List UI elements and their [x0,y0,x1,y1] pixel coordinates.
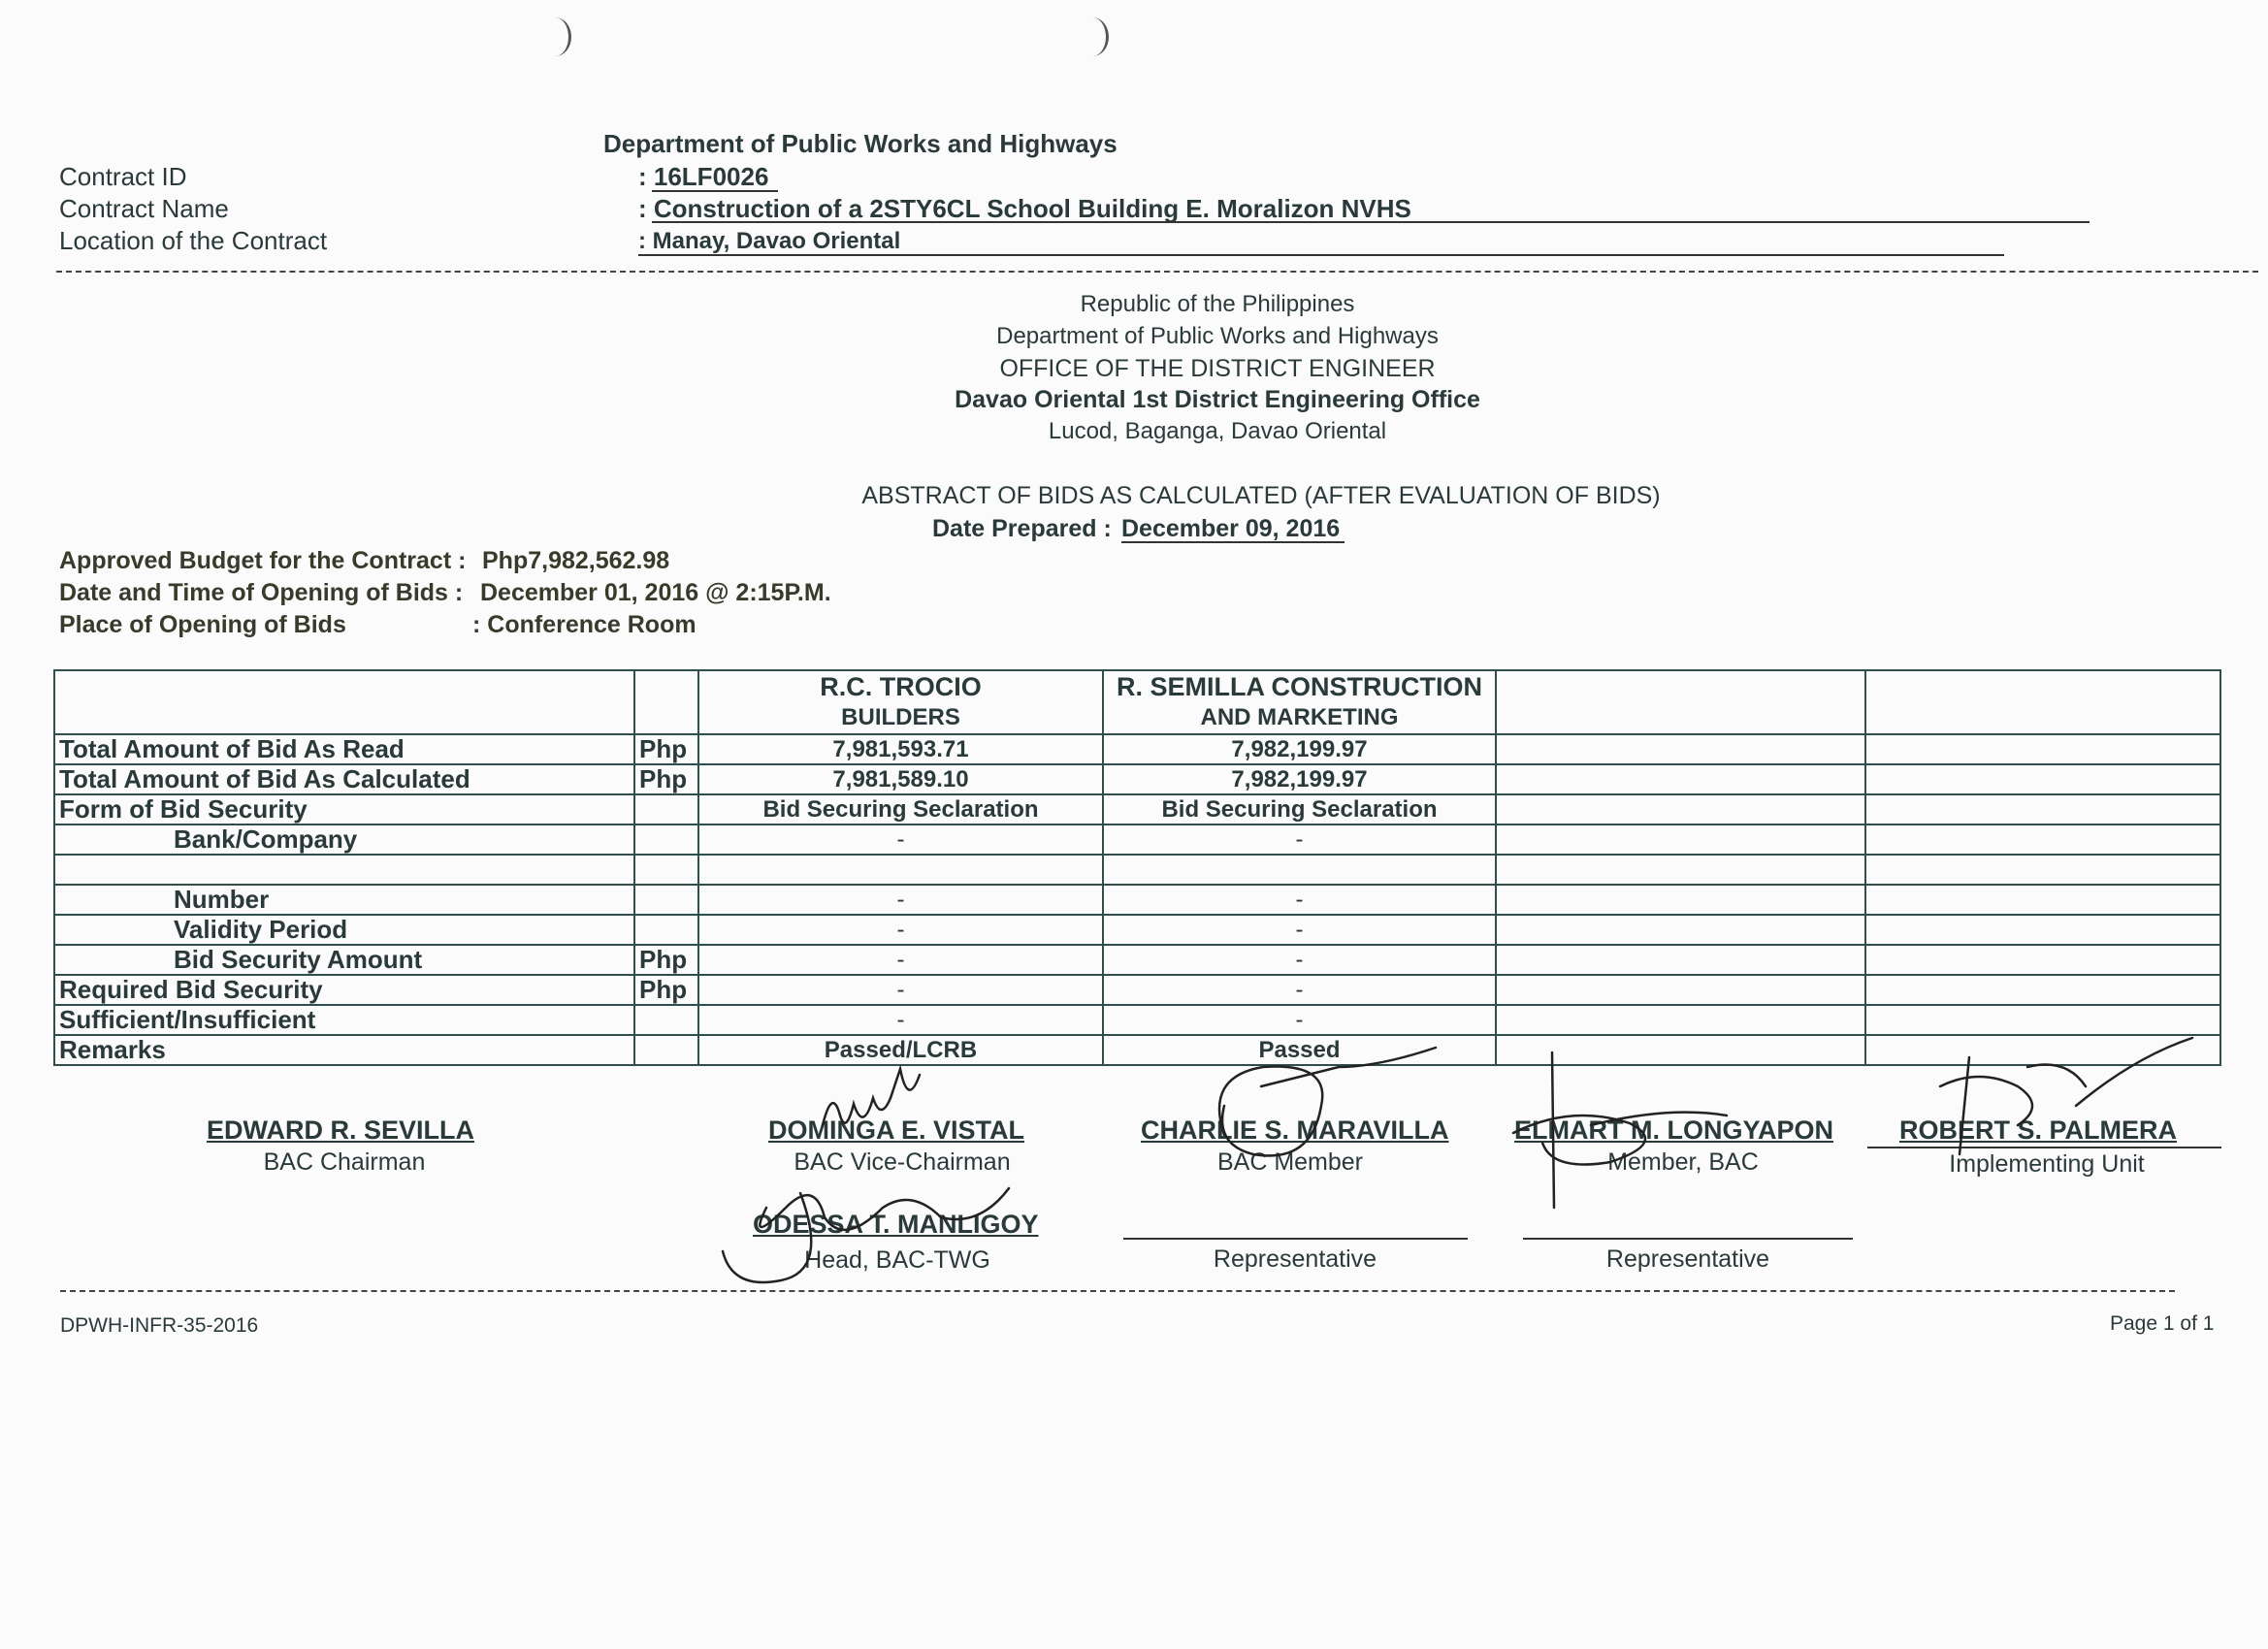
date-prepared-label: Date Prepared : [932,515,1112,542]
bidder-3-header [1496,670,1865,734]
bidder-4-header [1865,670,2220,734]
empty-cell [1496,885,1865,915]
empty-cell [1865,764,2220,794]
bidder-1-value: - [698,885,1103,915]
contract-name-value: : Construction of a 2STY6CL School Building E. Moralizon NVHS [638,194,1411,223]
signatory-name: CHARLIE S. MARAVILLA [1141,1116,1449,1145]
row-unit: Php [634,975,698,1005]
bidder-2-value: - [1103,885,1496,915]
bidder-1-value: Bid Securing Seclaration [698,794,1103,824]
contract-id-value: : 16LF0026 [638,162,769,191]
signatory-role: Head, BAC-TWG [804,1246,990,1274]
empty-cell [1496,734,1865,764]
table-row [54,975,2220,1005]
row-label: Form of Bid Security [54,794,634,824]
empty-cell [1865,915,2220,945]
table-row [54,764,2220,794]
row-unit [634,915,698,945]
bidder-2-value: - [1103,824,1496,855]
bidder-2-name-line2: AND MARKETING [1200,704,1399,730]
empty-cell [1103,855,1496,885]
row-label: Required Bid Security [54,975,634,1005]
row-label: Number [54,885,634,915]
office-district-engineer: OFFICE OF THE DISTRICT ENGINEER [999,355,1436,382]
table-row [54,824,2220,855]
bidder-2-value: 7,982,199.97 [1103,734,1496,764]
bidder-1-value: 7,981,593.71 [698,734,1103,764]
row-unit: Php [634,734,698,764]
empty-cell [1496,794,1865,824]
signatory-name: DOMINGA E. VISTAL [768,1116,1025,1145]
contract-name-label: Contract Name [59,194,229,223]
representative-line [1123,1238,1468,1240]
table-row [54,915,2220,945]
empty-cell [1865,734,2220,764]
representative-line [1523,1238,1853,1240]
opening-value: December 01, 2016 @ 2:15P.M. [480,579,831,606]
empty-cell [1865,945,2220,975]
signatory-role: BAC Member [1216,1148,1364,1176]
signatory-name: ELMART M. LONGYAPON [1514,1116,1834,1145]
date-prepared-value: December 09, 2016 [1121,515,1341,542]
signatory-name: ROBERT S. PALMERA [1899,1116,2178,1145]
header-divider [56,271,2258,273]
table-row [54,1035,2220,1065]
row-label: Total Amount of Bid As Read [54,734,634,764]
row-unit [634,824,698,855]
abc-label: Approved Budget for the Contract : [59,547,467,574]
agency-title: Department of Public Works and Highways [603,129,1118,158]
bidder-2-value: Bid Securing Seclaration [1103,794,1496,824]
bidder-2-value: 7,982,199.97 [1103,764,1496,794]
row-label: Sufficient/Insufficient [54,1005,634,1035]
date-prepared-underline [1121,541,1345,543]
row-unit: Php [634,945,698,975]
page-number: Page 1 of 1 [2110,1312,2215,1335]
empty-cell [1865,1005,2220,1035]
row-unit [634,794,698,824]
empty-cell [1496,855,1865,885]
empty-cell [1496,915,1865,945]
bidder-1-name-line2: BUILDERS [841,704,960,730]
empty-cell [1865,975,2220,1005]
table-header-row [54,670,2220,734]
table-row [54,885,2220,915]
bidder-1-value: - [698,975,1103,1005]
signatory-role: BAC Vice-Chairman [794,1148,1011,1176]
empty-cell [1865,1035,2220,1065]
signatory-role: Implementing Unit [1949,1150,2145,1178]
empty-cell [1496,945,1865,975]
bidder-2-value: - [1103,975,1496,1005]
empty-cell [1496,764,1865,794]
empty-cell [1496,1035,1865,1065]
location-value: : Manay, Davao Oriental [638,228,901,254]
bidder-1-value: - [698,824,1103,855]
empty-cell [1865,824,2220,855]
table-row [54,734,2220,764]
abc-value: Php7,982,562.98 [482,547,670,574]
abstract-title: ABSTRACT OF BIDS AS CALCULATED (AFTER EVALUATION OF BIDS) [861,482,1661,509]
bidder-1-value: - [698,945,1103,975]
empty-cell [1496,1005,1865,1035]
office-republic: Republic of the Philippines [1080,291,1355,317]
office-department: Department of Public Works and Highways [996,323,1439,349]
bidder-2-header [1103,670,1496,734]
abstract-of-bids-table [53,669,2221,1066]
punch-hole-left [539,17,571,56]
empty-cell [1865,885,2220,915]
empty-cell [54,855,634,885]
contract-name-underline [652,221,2090,223]
table-row [54,945,2220,975]
representative-label: Representative [1605,1245,1770,1273]
empty-cell [1865,794,2220,824]
empty-cell [1496,975,1865,1005]
empty-cell [1865,855,2220,885]
representative-label: Representative [1213,1245,1377,1273]
bidder-1-value: Passed/LCRB [698,1035,1103,1065]
place-value: : Conference Room [472,611,697,638]
bidder-2-value: Passed [1103,1035,1496,1065]
bidder-2-value: - [1103,1005,1496,1035]
signatory-role: BAC Chairman [263,1148,426,1176]
empty-cell [698,855,1103,885]
table-row [54,855,2220,885]
empty-cell [1496,824,1865,855]
empty-cell [634,855,698,885]
bidder-2-name: R. SEMILLA CONSTRUCTION [1117,672,1482,701]
office-address: Lucod, Baganga, Davao Oriental [1048,418,1387,444]
contract-id-underline [652,190,778,192]
location-label: Location of the Contract [59,226,328,255]
form-code: DPWH-INFR-35-2016 [60,1314,259,1337]
punch-hole-right [1077,17,1109,56]
signatory-role: Member, BAC [1607,1148,1759,1176]
row-label: Bank/Company [54,824,634,855]
location-underline [638,254,2004,256]
contract-id-label: Contract ID [59,162,187,191]
signatory-name: ODESSA T. MANLIGOY [753,1210,1039,1239]
office-district-engineering: Davao Oriental 1st District Engineering Office [955,386,1480,413]
header-cell-empty [54,670,634,734]
footer-divider [60,1290,2175,1292]
row-label: Total Amount of Bid As Calculated [54,764,634,794]
place-label: Place of Opening of Bids [59,611,346,638]
row-label: Bid Security Amount [54,945,634,975]
row-unit [634,885,698,915]
bidder-2-value: - [1103,945,1496,975]
row-label: Remarks [54,1035,634,1065]
header-cell-unit [634,670,698,734]
row-unit [634,1005,698,1035]
bidder-1-name: R.C. TROCIO [820,672,982,701]
row-unit [634,1035,698,1065]
row-label: Validity Period [54,915,634,945]
bidder-2-value: - [1103,915,1496,945]
bidder-1-value: - [698,1005,1103,1035]
row-unit: Php [634,764,698,794]
table-row [54,1005,2220,1035]
signatory-name: EDWARD R. SEVILLA [207,1116,475,1145]
bidder-1-value: - [698,915,1103,945]
table-row [54,794,2220,824]
opening-label: Date and Time of Opening of Bids : [59,579,464,606]
signatory-line [1867,1147,2221,1148]
bidder-1-value: 7,981,589.10 [698,764,1103,794]
bidder-1-header [698,670,1103,734]
